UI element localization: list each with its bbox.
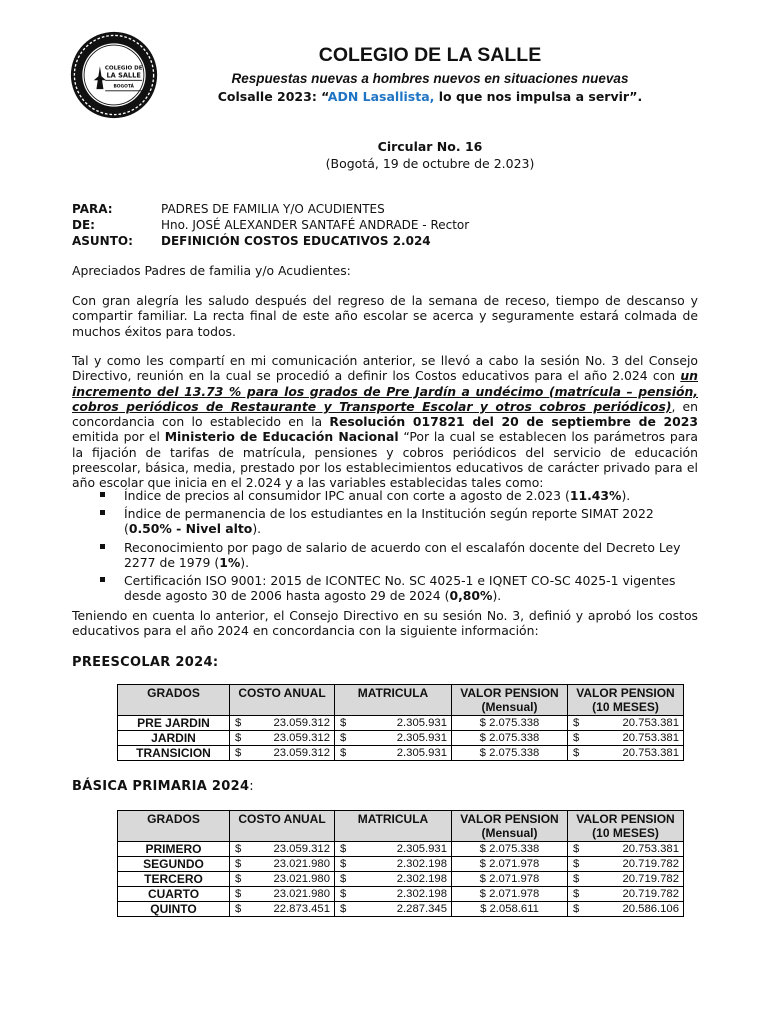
list-item: Índice de permanencia de los estudiantes en la Institución según reporte SIMAT 2022 (0.50% - Nivel alto).: [100, 506, 700, 536]
section-title-primaria: BÁSICA PRIMARIA 2024:: [72, 779, 254, 794]
table-cell: $ 2.058.611: [452, 902, 568, 917]
table-cell: $ 20.586.106: [568, 902, 684, 917]
table-cell: $ 2.071.978: [452, 887, 568, 902]
increment-highlight: un incremento del 13.73 % para los grados de Pre Jardín a undécimo (matrícula – pensión, cobros periódicos de Restaurante y Transporte Escolar y otros cobros periódicos): [72, 368, 698, 414]
table-cell: $ 2.305.931: [335, 746, 452, 761]
table-cell: QUINTO: [118, 902, 230, 917]
preescolar-table: [117, 684, 684, 761]
table-cell: $ 22.873.451: [230, 902, 335, 917]
table-cell: $ 23.021.980: [230, 857, 335, 872]
table-cell: $ 23.059.312: [230, 746, 335, 761]
table-row: [118, 887, 684, 902]
table-row: [118, 857, 684, 872]
svg-text:LA SALLE: LA SALLE: [106, 71, 141, 80]
svg-text:COLEGIO DE: COLEGIO DE: [104, 65, 143, 72]
table-cell: $ 20.719.782: [568, 887, 684, 902]
school-logo: [70, 31, 158, 119]
table-cell: $ 20.753.381: [568, 842, 684, 857]
col-header-pension: VALOR PENSION (Mensual): [452, 811, 568, 842]
bullet-icon: [100, 510, 105, 515]
table-row: [118, 902, 684, 917]
table-cell: $ 2.302.198: [335, 887, 452, 902]
table-cell: CUARTO: [118, 887, 230, 902]
col-header-matricula: MATRICULA: [335, 685, 452, 716]
table-row: [118, 731, 684, 746]
table-cell: $ 2.305.931: [335, 842, 452, 857]
col-header-matricula: MATRICULA: [335, 811, 452, 842]
table-cell: $ 20.719.782: [568, 857, 684, 872]
memo-asunto: ASUNTO: DEFINICIÓN COSTOS EDUCATIVOS 2.024: [72, 234, 431, 248]
col-header-costo: COSTO ANUAL: [230, 685, 335, 716]
table-cell: $ 2.071.978: [452, 872, 568, 887]
section-title-preescolar: PREESCOLAR 2024:: [72, 655, 219, 670]
table-cell: $ 23.059.312: [230, 716, 335, 731]
table-cell: $ 2.287.345: [335, 902, 452, 917]
col-header-pension10: VALOR PENSION (10 MESES): [568, 685, 684, 716]
svg-text:BOGOTÁ: BOGOTÁ: [113, 84, 134, 90]
table-cell: $ 23.021.980: [230, 872, 335, 887]
table-cell: PRIMERO: [118, 842, 230, 857]
memo-de: DE: Hno. JOSÉ ALEXANDER SANTAFÉ ANDRADE - Rector: [72, 218, 470, 232]
bullet-icon: [100, 577, 105, 582]
bullet-icon: [100, 492, 105, 497]
greeting: Apreciados Padres de familia y/o Acudientes:: [72, 263, 351, 278]
table-cell: $ 2.305.931: [335, 731, 452, 746]
table-cell: $ 20.719.782: [568, 872, 684, 887]
table-row: [118, 746, 684, 761]
col-header-grados: GRADOS: [118, 685, 230, 716]
table-cell: $ 2.302.198: [335, 872, 452, 887]
col-header-costo: COSTO ANUAL: [230, 811, 335, 842]
table-cell: SEGUNDO: [118, 857, 230, 872]
bullet-icon: [100, 544, 105, 549]
paragraph-intro: Con gran alegría les saludo después del regreso de la semana de receso, tiempo de descanso y compartir familiar. La recta final de este año escolar se acerca y seguramente estará colmada de muchos éxitos para todos.: [72, 293, 698, 339]
circular-title: Circular No. 16: [377, 139, 483, 154]
circular-date: (Bogotá, 19 de octubre de 2.023): [325, 156, 535, 171]
table-cell: $ 2.071.978: [452, 857, 568, 872]
memo-para: PARA: PADRES DE FAMILIA Y/O ACUDIENTES: [72, 202, 385, 216]
paragraph-increment: Tal y como les compartí en mi comunicación anterior, se llevó a cabo la sesión No. 3 del Consejo Directivo, reunión en la cual se procedió a definir los Costos educativos para el año 2.024 con un incremento del 13.73 % para los grados de Pre Jardín a undécimo (matrícula – pensión, cobros periódicos de Restaurante y Transporte Escolar y otros cobros periódicos), en concordancia con lo establecido en la Resolución 017821 del 20 de septiembre de 2023 emitida por el Ministerio de Educación Nacional “Por la cual se establecen los parámetros para la fijación de tarifas de matrícula, pensiones y cobros periódicos del servicio de educación preescolar, básica, media, prestado por los establecimientos educativos de carácter privado para el año escolar que inicia en el 2.024 y a las variables establecidas tales como:: [72, 353, 699, 491]
list-item: Índice de precios al consumidor IPC anual con corte a agosto de 2.023 (11.43%).: [100, 488, 700, 503]
col-header-pension10: VALOR PENSION (10 MESES): [568, 811, 684, 842]
table-cell: $ 2.075.338: [452, 731, 568, 746]
table-cell: TRANSICION: [118, 746, 230, 761]
slogan-highlight: ADN Lasallista,: [327, 89, 435, 104]
paragraph-conclusion: Teniendo en cuenta lo anterior, el Consejo Directivo en su sesión No. 3, definió y aprobó los costos educativos para el año 2024 en concordancia con la siguiente información:: [72, 608, 698, 639]
list-item: Reconocimiento por pago de salario de acuerdo con el escalafón docente del Decreto Ley 2277 de 1979 (1%).: [100, 540, 700, 570]
table-cell: $ 2.075.338: [452, 746, 568, 761]
primaria-table: [117, 810, 684, 917]
table-cell: $ 20.753.381: [568, 731, 684, 746]
table-cell: PRE JARDIN: [118, 716, 230, 731]
table-cell: $ 20.753.381: [568, 716, 684, 731]
table-cell: $ 2.075.338: [452, 842, 568, 857]
table-cell: TERCERO: [118, 872, 230, 887]
school-motto: Respuestas nuevas a hombres nuevos en situaciones nuevas: [231, 71, 629, 86]
list-item: Certificación ISO 9001: 2015 de ICONTEC No. SC 4025-1 e IQNET CO-SC 4025-1 vigentes desde agosto 30 de 2006 hasta agosto 29 de 2024 (0,80%).: [100, 573, 700, 603]
table-row: [118, 716, 684, 731]
school-name: COLEGIO DE LA SALLE: [318, 44, 542, 66]
table-cell: $ 23.021.980: [230, 887, 335, 902]
table-cell: $ 2.302.198: [335, 857, 452, 872]
table-cell: $ 23.059.312: [230, 842, 335, 857]
table-cell: JARDIN: [118, 731, 230, 746]
col-header-pension: VALOR PENSION (Mensual): [452, 685, 568, 716]
table-row: [118, 842, 684, 857]
table-row: [118, 872, 684, 887]
table-cell: $ 23.059.312: [230, 731, 335, 746]
table-cell: $ 2.305.931: [335, 716, 452, 731]
school-slogan: Colsalle 2023: “ADN Lasallista, lo que nos impulsa a servir”.: [217, 89, 643, 104]
col-header-grados: GRADOS: [118, 811, 230, 842]
variables-list: [100, 488, 700, 606]
table-cell: $ 2.075.338: [452, 716, 568, 731]
table-cell: $ 20.753.381: [568, 746, 684, 761]
